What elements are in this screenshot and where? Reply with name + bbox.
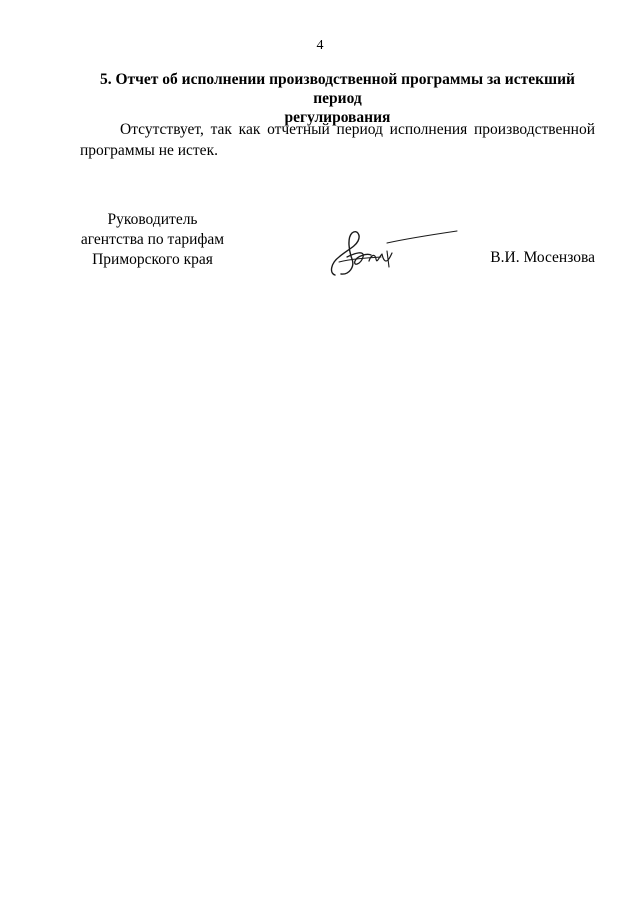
page-number: 4 [316,38,324,53]
handwritten-signature [325,217,460,282]
signatory-position-line3: Приморского края [92,251,213,268]
section-heading-line1: 5. Отчет об исполнении производственной программы за истекший период [100,71,575,107]
signer-name: В.И. Мосензова [490,249,595,266]
signatory-position-line1: Руководитель [107,211,198,228]
section-heading-line2: регулирования [284,109,391,126]
signature-stroke-tail [387,231,457,243]
signature-stroke-underline [339,257,381,262]
signatory-position [80,210,225,270]
signatory-position-line2: агентства по тарифам [80,231,225,248]
section-body-text: Отсутствует, так как отчетный период исполнения производственной программы не истек. [80,121,595,159]
